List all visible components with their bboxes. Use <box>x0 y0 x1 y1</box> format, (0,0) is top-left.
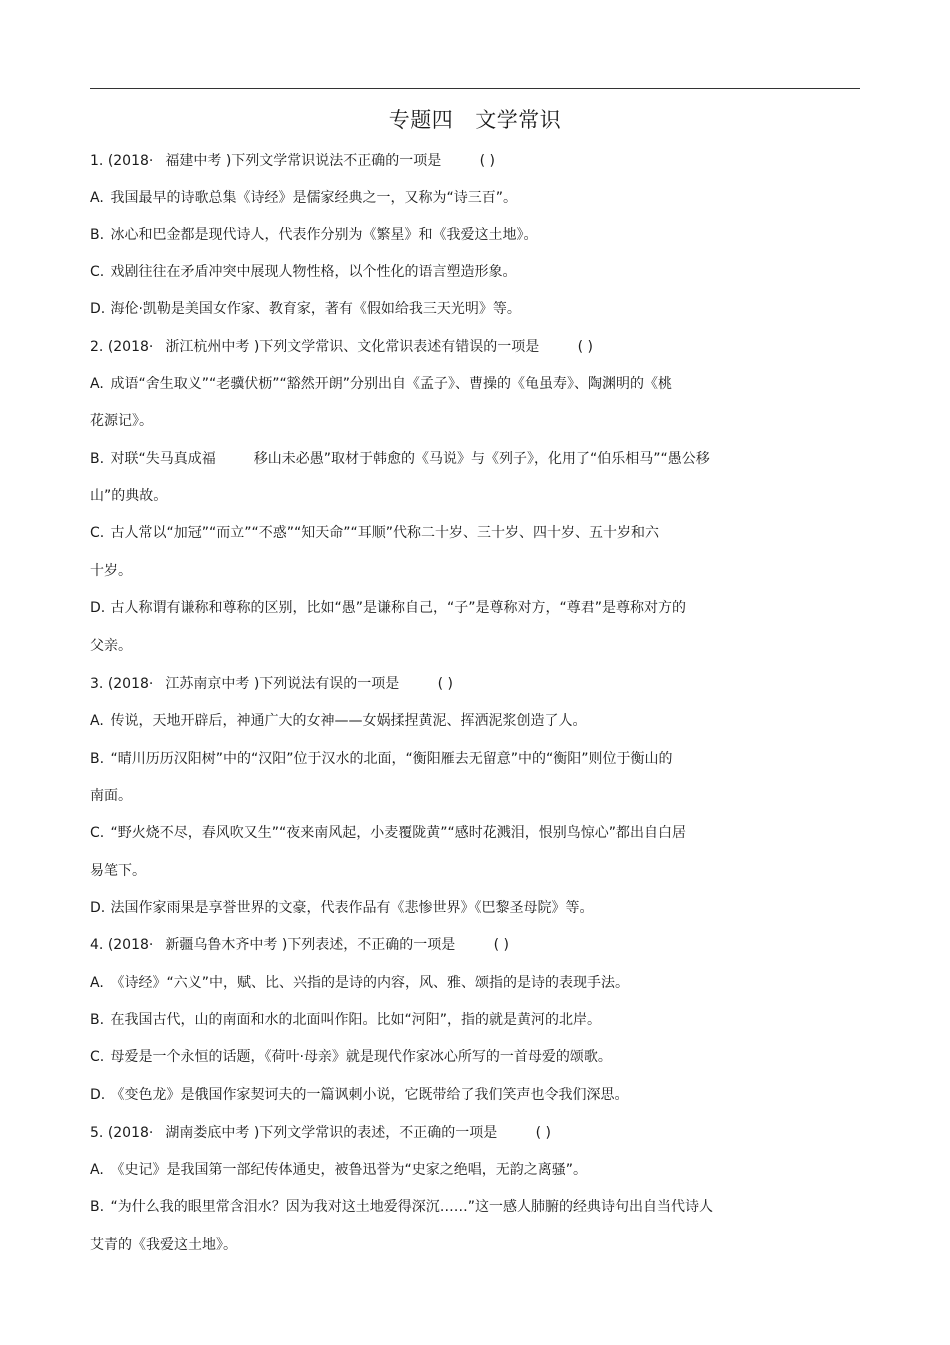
question-region: 新疆乌鲁木齐中考 <box>165 937 278 953</box>
question-2-stem <box>90 337 609 357</box>
page-title <box>0 104 950 134</box>
option-2a-cont: 花源记》。 <box>90 413 153 429</box>
question-source: (2018· <box>107 1125 154 1141</box>
option-5b: B. “为什么我的眼里常含泪水？因为我对这土地爱得深沉……”这一感人肺腑的经典诗句出自当代诗人 <box>90 1199 713 1215</box>
option-4a: A. 《诗经》“六义”中，赋、比、兴指的是诗的内容，风、雅、颂指的是诗的表现手法。 <box>90 975 629 991</box>
option-2c: C. 古人常以“加冠”“而立”“不惑”“知天命”“耳顺”代称二十岁、三十岁、四十岁、五十岁和六 <box>90 525 659 541</box>
question-5-stem <box>90 1123 567 1143</box>
option-3c: C. “野火烧不尽，春风吹又生”“夜来南风起，小麦覆陇黄”“感时花溅泪，恨别鸟惊心”都出自白居 <box>90 825 686 841</box>
option-1b: B. 冰心和巴金都是现代诗人，代表作分别为《繁星》和《我爱这土地》。 <box>90 227 538 243</box>
question-region: 福建中考 <box>165 153 222 169</box>
header-rule <box>90 88 860 89</box>
question-source: (2018· <box>107 937 154 953</box>
answer-blank: ( ) <box>437 676 453 692</box>
title-part-2: 文学常识 <box>475 108 562 132</box>
option-3b-cont: 南面。 <box>90 788 132 804</box>
question-text: )下列文学常识说法不正确的一项是 <box>225 153 442 169</box>
option-2d: D. 古人称谓有谦称和尊称的区别，比如“愚”是谦称自己，“子”是尊称对方，“尊君”是尊称对方的 <box>90 600 686 616</box>
option-2a: A. 成语“舍生取义”“老骥伏枥”“豁然开朗”分别出自《孟子》、曹操的《龟虽寿》、陶渊明的《桃 <box>90 376 672 392</box>
question-source: (2018· <box>107 339 154 355</box>
option-1c: C. 戏剧往往在矛盾冲突中展现人物性格，以个性化的语言塑造形象。 <box>90 264 517 280</box>
question-text: )下列文学常识的表述，不正确的一项是 <box>253 1125 498 1141</box>
option-3b: B. “晴川历历汉阳树”中的“汉阳”位于汉水的北面，“衡阳雁去无留意”中的“衡阳”则位于衡山的 <box>90 751 673 767</box>
answer-blank: ( ) <box>535 1125 551 1141</box>
option-5a: A. 《史记》是我国第一部纪传体通史，被鲁迅誉为“史家之绝唱，无韵之离骚”。 <box>90 1162 587 1178</box>
question-number: 4. <box>90 937 104 953</box>
question-number: 3. <box>90 676 104 692</box>
answer-blank: ( ) <box>479 153 495 169</box>
question-3-stem <box>90 674 469 694</box>
answer-blank: ( ) <box>577 339 593 355</box>
option-2b-cont: 山”的典故。 <box>90 488 168 504</box>
option-2c-cont: 十岁。 <box>90 563 132 579</box>
question-text: )下列说法有误的一项是 <box>253 676 400 692</box>
option-4d: D. 《变色龙》是俄国作家契诃夫的一篇讽刺小说，它既带给了我们笑声也令我们深思。 <box>90 1087 629 1103</box>
question-text: )下列表述，不正确的一项是 <box>281 937 456 953</box>
answer-blank: ( ) <box>493 937 509 953</box>
option-2b: B. 对联“失马真成福 移山未必愚”取材于韩愈的《马说》与《列子》，化用了“伯乐相马”“愚公移 <box>90 451 710 467</box>
question-region: 江苏南京中考 <box>165 676 250 692</box>
option-4b: B. 在我国古代，山的南面和水的北面叫作阳。比如“河阳”，指的就是黄河的北岸。 <box>90 1012 601 1028</box>
option-1a: A. 我国最早的诗歌总集《诗经》是儒家经典之一，又称为“诗三百”。 <box>90 190 517 206</box>
question-number: 1. <box>90 153 104 169</box>
option-3a: A. 传说，天地开辟后，神通广大的女神——女娲揉捏黄泥、挥洒泥浆创造了人。 <box>90 713 587 729</box>
option-3d: D. 法国作家雨果是享誉世界的文豪，代表作品有《悲惨世界》《巴黎圣母院》等。 <box>90 900 594 916</box>
option-5b-cont: 艾青的《我爱这土地》。 <box>90 1237 237 1253</box>
question-4-stem <box>90 935 525 955</box>
question-source: (2018· <box>107 153 154 169</box>
option-3c-cont: 易笔下。 <box>90 863 146 879</box>
title-part-1: 专题四 <box>388 108 454 132</box>
question-1-stem <box>90 151 511 171</box>
option-1d: D. 海伦·凯勒是美国女作家、教育家，著有《假如给我三天光明》等。 <box>90 301 521 317</box>
question-source: (2018· <box>107 676 154 692</box>
option-2d-cont: 父亲。 <box>90 638 132 654</box>
question-number: 5. <box>90 1125 104 1141</box>
option-4c: C. 母爱是一个永恒的话题，《荷叶·母亲》就是现代作家冰心所写的一首母爱的颂歌。 <box>90 1049 612 1065</box>
question-region: 浙江杭州中考 <box>165 339 250 355</box>
question-number: 2. <box>90 339 104 355</box>
question-region: 湖南娄底中考 <box>165 1125 250 1141</box>
question-text: )下列文学常识、文化常识表述有错误的一项是 <box>253 339 540 355</box>
